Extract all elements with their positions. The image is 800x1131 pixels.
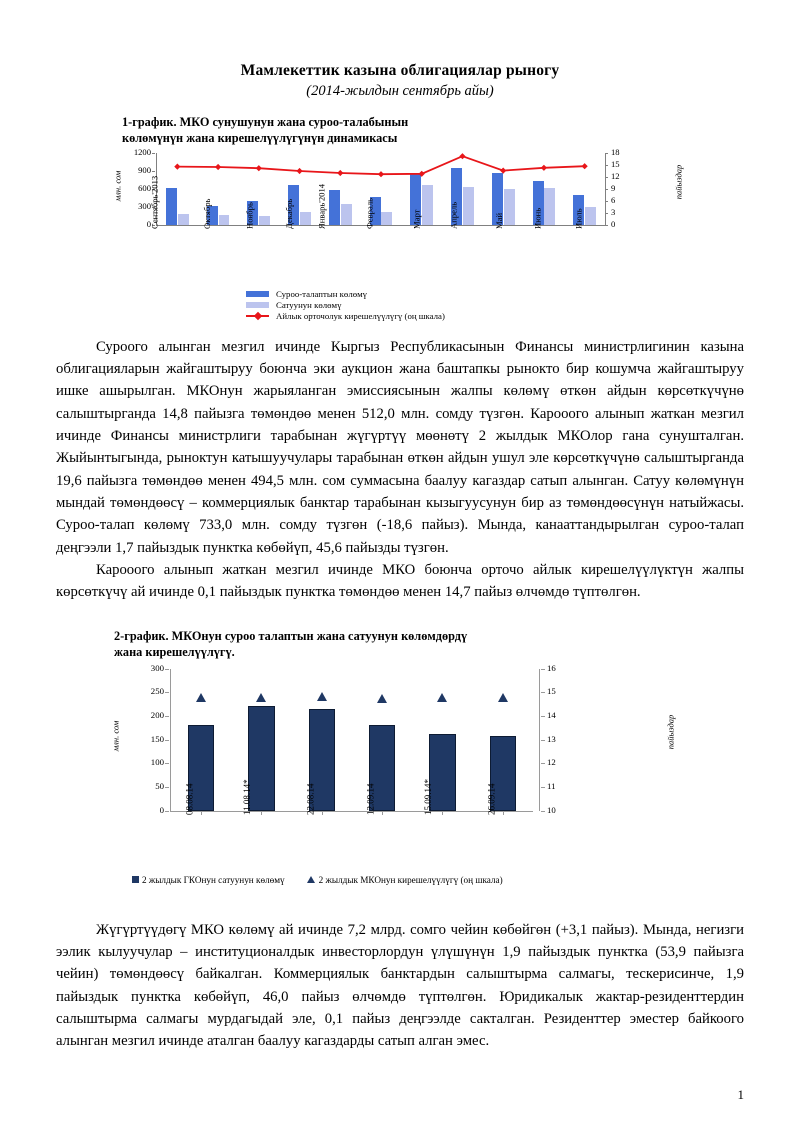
- chart-1-y-tick-label: 900: [138, 164, 151, 175]
- chart-1-yield-marker: [419, 170, 425, 176]
- chart-1-yield-marker: [256, 165, 262, 171]
- chart-2-yield-marker: [256, 693, 266, 702]
- chart-1-x-tick-label: Ноябрь: [244, 201, 255, 229]
- chart-2-y-axis-right-label: пайыздар: [665, 714, 676, 749]
- chart-1-yield-marker: [174, 163, 180, 169]
- chart-2-legend-swatch: [132, 876, 139, 883]
- chart-1-yield-marker: [296, 168, 302, 174]
- body-text-block-1: [56, 336, 744, 604]
- chart-1-x-tick-label: Сентябрь'2013: [149, 175, 160, 229]
- chart-2-x-label-cell: [351, 783, 411, 875]
- chart-1-legend-swatch: [246, 302, 269, 308]
- chart-2-x-tick-label: 08.08.14: [184, 783, 195, 815]
- chart-2-y-tick-mark: [165, 740, 169, 741]
- chart-2-bar-group: [171, 669, 231, 811]
- chart-1-x-axis-labels: [149, 175, 604, 285]
- figure-2-caption-line-2: жана кирешелүүлүгү.: [114, 645, 235, 660]
- chart-2-y2-tick-label: 11: [547, 780, 556, 791]
- chart-2-yield-marker: [498, 693, 508, 702]
- chart-1-legend-swatch: [246, 312, 269, 320]
- chart-2-volume-bar: [429, 734, 456, 811]
- chart-2-y2-tick-mark: [541, 763, 545, 764]
- chart-2-y2-tick-mark: [541, 716, 545, 717]
- chart-2-y2-tick-label: 12: [547, 757, 556, 768]
- chart-1: [112, 146, 684, 324]
- chart-1-x-tick-label: Декабрь: [283, 198, 294, 229]
- chart-2-x-label-cell: [411, 778, 471, 875]
- chart-1-y2-tick-mark: [605, 225, 608, 226]
- chart-1-yield-marker: [215, 164, 221, 170]
- chart-2-y2-tick-mark: [541, 692, 545, 693]
- chart-2-x-label-cell: [170, 783, 230, 875]
- chart-1-legend-label: Сатуунун көлөмү: [276, 299, 342, 310]
- chart-1-y2-tick-label: 12: [611, 170, 620, 181]
- chart-2-plot-area: [150, 662, 556, 815]
- chart-1-y-tick-label: 600: [138, 182, 151, 193]
- chart-1-x-label-cell: [237, 201, 278, 285]
- chart-2-bar-group: [292, 669, 352, 811]
- chart-1-yield-marker: [582, 163, 588, 169]
- figure-2-caption: [56, 628, 744, 661]
- page-subtitle: (2014-жылдын сентябрь айы): [306, 83, 494, 99]
- chart-1-x-tick-label: Июль: [573, 208, 584, 229]
- chart-2-x-label-cell: [472, 783, 532, 875]
- chart-2-y-tick-label: 300: [150, 662, 164, 673]
- chart-2-x-label-cell: [291, 783, 351, 875]
- chart-1-x-label-cell: [149, 175, 197, 285]
- chart-2-bars: [171, 669, 533, 811]
- chart-1-x-label-cell: [441, 201, 482, 285]
- chart-2-y2-tick-label: 14: [547, 709, 556, 720]
- chart-2-y2-tick-label: 10: [547, 804, 556, 815]
- chart-1-x-label-cell: [523, 207, 564, 285]
- chart-2-legend-label: 2 жылдык ГКОнун сатуунун көлөмү: [142, 874, 285, 885]
- chart-2-x-tick-label: 15.09.14*: [423, 778, 434, 815]
- chart-1-y-tick-mark: [152, 153, 155, 154]
- chart-2-y2-tick-mark: [541, 811, 545, 812]
- body-text-block-2: [56, 919, 744, 1053]
- chart-2-y-axis-left: [131, 662, 169, 815]
- chart-1-yield-marker: [378, 171, 384, 177]
- chart-1-legend-label: Айлык орточолук кирешелүүлүгү (оң шкала): [276, 310, 445, 321]
- chart-2-y-tick-label: 200: [150, 709, 164, 720]
- chart-1-y2-tick-label: 3: [611, 206, 616, 217]
- chart-2-yield-marker: [437, 693, 447, 702]
- chart-2-y2-tick-mark: [541, 669, 545, 670]
- chart-1-x-tick-label: Май: [494, 212, 505, 229]
- chart-1-right-spine: [605, 153, 606, 225]
- chart-1-x-label-cell: [316, 183, 360, 285]
- page-title: Мамлекеттик казына облигациялар рыногу: [240, 62, 560, 79]
- chart-2: [108, 662, 676, 913]
- chart-2-bar-group: [231, 669, 291, 811]
- chart-1-y2-tick-label: 15: [611, 158, 620, 169]
- chart-2-y-tick-mark: [165, 716, 169, 717]
- chart-2-y2-tick-mark: [541, 787, 545, 788]
- chart-2-y2-tick-label: 13: [547, 733, 556, 744]
- chart-2-y-tick-label: 250: [150, 686, 164, 697]
- chart-1-x-tick-label: Февраль: [364, 197, 375, 229]
- chart-2-y2-tick-label: 16: [547, 662, 556, 673]
- chart-1-y2-tick-label: 6: [611, 194, 616, 205]
- figure-1: [56, 114, 744, 324]
- chart-2-legend-item: [307, 875, 503, 885]
- chart-2-x-tick-label: 11.08.14*: [242, 778, 253, 815]
- chart-1-x-tick-label: Апрель: [447, 201, 458, 229]
- chart-1-x-label-cell: [400, 209, 441, 285]
- chart-1-x-tick-label: Март: [411, 209, 422, 229]
- chart-2-y-axis-left-label: млн. сом: [110, 720, 121, 751]
- chart-2-y-tick-mark: [165, 692, 169, 693]
- chart-2-y-tick-mark: [165, 811, 169, 812]
- chart-2-yield-marker: [317, 692, 327, 701]
- chart-2-bar-group: [473, 669, 533, 811]
- chart-2-y-axis-right: [535, 662, 577, 815]
- chart-1-y-axis-left-label: млн. сом: [112, 170, 123, 201]
- chart-2-legend-item: [132, 875, 285, 885]
- chart-2-y-tick-mark: [165, 787, 169, 788]
- page-number: 1: [737, 1087, 744, 1102]
- chart-2-y2-tick-label: 15: [547, 686, 556, 697]
- chart-1-x-label-cell: [360, 197, 401, 285]
- chart-2-legend-label: 2 жылдык МКОнун кирешелүүлүгү (оң шкала): [318, 874, 503, 885]
- figure-1-caption-line-1: 1-график. МКО сунушунун жана суроо-талабынын: [122, 115, 409, 129]
- chart-1-x-tick-label: Октябрь: [201, 198, 212, 229]
- chart-2-x-label-cell: [230, 778, 290, 875]
- chart-1-x-tick-label: Июнь: [532, 207, 543, 229]
- chart-2-x-tick-label: 22.08.14: [305, 783, 316, 815]
- chart-2-legend: [132, 875, 503, 885]
- chart-2-y-tick-label: 150: [150, 733, 164, 744]
- chart-2-legend-swatch: [307, 876, 315, 883]
- chart-2-bar-group: [352, 669, 412, 811]
- chart-2-y2-tick-mark: [541, 740, 545, 741]
- chart-1-yield-marker: [459, 153, 465, 159]
- chart-2-y-tick-label: 50: [155, 780, 164, 791]
- figure-2: [56, 628, 744, 913]
- chart-1-x-label-cell: [482, 212, 523, 285]
- chart-2-yield-marker: [196, 693, 206, 702]
- chart-1-y-axis-right-label: пайыздар: [673, 164, 684, 199]
- chart-2-x-axis-labels: [170, 778, 532, 875]
- chart-1-y-axis-right: [605, 146, 639, 229]
- chart-1-x-label-cell: [197, 198, 238, 285]
- chart-1-x-label-cell: [278, 198, 319, 285]
- chart-2-y-tick-label: 0: [159, 804, 164, 815]
- chart-1-y2-tick-label: 18: [611, 146, 620, 157]
- chart-1-y-tick-label: 0: [146, 218, 151, 229]
- chart-1-x-label-cell: [563, 208, 604, 285]
- chart-2-x-tick-label: 26.09.14: [486, 783, 497, 815]
- chart-2-y-tick-mark: [165, 763, 169, 764]
- figure-1-caption: [56, 114, 744, 147]
- paragraph-3: Жүгүртүүдөгү МКО көлөмү ай ичинде 7,2 млрд. сомго чейин көбөйгөн (+3,1 пайыз). Мында, негизги ээлик кылуучулар – институционалдык инвесторлордун үлүшүнүн 1,9 пайыздык пунктка (53,9 пайызга чейин) төмөндөөсү байкалган. Коммерциялык банктардын салыштырма салмагы, тескерисинче, 1,9 пайыздык пунктка көбөйүп, 46,0 пайыз өлчөмдө түптөлгөн. Юридикалык жактар-резиденттердин салыштырма салмагы мурдагыдай эле, 0,1 пайыз деңгээлде сакталган. Резиденттер эместер байкоого алынган мезгил ичинде аталган баалуу кагаздарды сатып алган эмес.: [56, 921, 744, 1050]
- chart-2-y-tick-label: 100: [150, 757, 164, 768]
- chart-2-yield-marker: [377, 694, 387, 703]
- chart-1-legend-swatch: [246, 291, 269, 297]
- figure-2-caption-line-1: 2-график. МКОнун суроо талаптын жана сатуунун көлөмдөрдү: [114, 628, 468, 643]
- chart-2-right-spine: [539, 669, 540, 811]
- chart-1-legend-label: Суроо-талаптын көлөмү: [276, 288, 368, 299]
- chart-1-y2-tick-label: 0: [611, 218, 616, 229]
- chart-2-volume-bar: [248, 706, 275, 811]
- chart-2-y-tick-mark: [165, 669, 169, 670]
- paragraph-2: Карооого алынып жаткан мезгил ичинде МКО боюнча орточо айлык кирешелүүлүктүн жалпы көрсөткүчү ай ичинде 0,1 пайыздык пунктка төмөндөө менен 14,7 пайыз өлчөмдө түптөлгөн.: [56, 562, 744, 601]
- figure-1-caption-line-2: көлөмүнүн жана кирешелүүлүгүнүн динамикасы: [122, 131, 398, 146]
- chart-1-yield-marker: [337, 170, 343, 176]
- chart-1-yield-marker: [500, 167, 506, 173]
- chart-1-y-tick-mark: [152, 171, 155, 172]
- paragraph-1: Суроого алынган мезгил ичинде Кыргыз Республикасынын Финансы министрлигинин казына облигацияларын жайгаштыруу боюнча эки аукцион жана баштапкы рынокто бир кошумча жайгаштыруу ишке ашырылган. МКОнун жарыяланган эмиссиясынын жалпы көлөмү өткөн айдын көрсөткүчүнө салыштырганда 14,8 пайызга төмөндөө менен 512,0 млн. сомду түзгөн. Карооого алынып жаткан мезгил ичинде Финансы министрлиги тарабынан жүгүртүү мөөнөтү 2 жылдык МКОлор гана сунушталган. Жыйынтыгында, рыноктун катышуучулары тарабынан өткөн айдын ушул эле көрсөткүчүнө салыштырганда 19,6 пайызга төмөндөө менен 494,5 млн. сом суммасына баалуу кагаздар сатып алынган. Сатуу көлөмүнүн мындай төмөндөөсү – коммерциялык банктар тарабынан кызыгуусунун бир аз төмөндөөсүнүн натыйжасы. Суроо-талап көлөмү 733,0 млн. сомду түзгөн (-18,6 пайыз). Мында, канааттандырылган суроо-талап деңгээли 1,7 пайыздык пунктка көбөйүп, 45,6 пайызды түзгөн.: [56, 338, 744, 556]
- chart-1-yield-marker: [541, 164, 547, 170]
- chart-2-bar-group: [412, 669, 472, 811]
- chart-1-y-tick-label: 1200: [133, 146, 151, 157]
- chart-1-x-tick-label: Январь'2014: [316, 183, 327, 229]
- chart-1-legend-item: [246, 311, 445, 322]
- chart-1-legend: [246, 289, 445, 322]
- chart-1-y-tick-label: 300: [138, 200, 151, 211]
- chart-1-y2-tick-label: 9: [611, 182, 616, 193]
- chart-2-x-tick-label: 12.09.14: [365, 783, 376, 815]
